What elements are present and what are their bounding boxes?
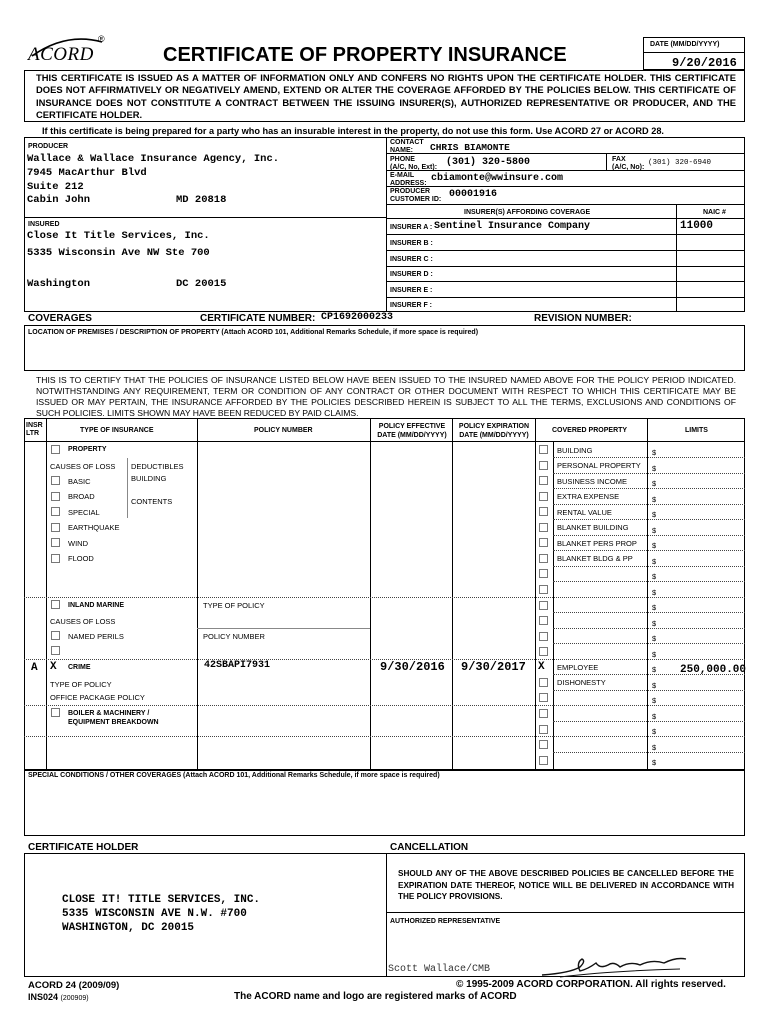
crime-checkbox-mark: X (50, 661, 57, 673)
insr-ltr-header: INSR LTR (26, 422, 43, 437)
form-title: CERTIFICATE OF PROPERTY INSURANCE (163, 44, 567, 66)
limit-dollar-17: $ (652, 696, 657, 705)
property-label: PROPERTY (68, 446, 107, 453)
contact-name: CHRIS BIAMONTE (430, 142, 510, 153)
limit-dollar-3: $ (652, 479, 657, 488)
footer-copyright: © 1995-2009 ACORD CORPORATION. All rights reserved. (456, 979, 726, 990)
insurable-interest-text: If this certificate is being prepared for a party who has an insurable interest in the property, do not use this form. Use ACORD 27 or ACORD 28. (42, 126, 664, 136)
certificate-holder-label: CERTIFICATE HOLDER (28, 842, 139, 853)
limits-header: LIMITS (685, 427, 708, 434)
naic-header: NAIC # (703, 209, 726, 216)
certificate-number: CP1692000233 (321, 312, 394, 323)
covered-property-header: COVERED PROPERTY (552, 427, 628, 434)
signature-image (540, 955, 690, 979)
deductible-building-label: BUILDING (131, 474, 167, 483)
holder-line1: CLOSE IT! TITLE SERVICES, INC. (62, 894, 261, 906)
location-label: LOCATION OF PREMISES / DESCRIPTION OF PROPERTY (Attach ACORD 101, Additional Remarks Schedule, if more space is required) (28, 329, 479, 336)
insurer-e-label: INSURER E : (390, 287, 433, 294)
crime-policy-number: 42SBAPI7931 (204, 660, 271, 671)
covered-building: BUILDING (557, 446, 593, 455)
limit-dollar-4: $ (652, 495, 657, 504)
inland-marine-label: INLAND MARINE (68, 602, 124, 609)
covered-blanket-bldg-pp: BLANKET BLDG & PP (557, 554, 633, 563)
flood-label: FLOOD (68, 554, 94, 563)
limit-dollar-1: $ (652, 448, 657, 457)
insurers-header: INSURER(S) AFFORDING COVERAGE (464, 209, 591, 216)
acord-logo (26, 36, 106, 64)
limit-dollar-12: $ (652, 619, 657, 628)
broad-label: BROAD (68, 492, 95, 501)
inland-type-of-policy-label: TYPE OF POLICY (203, 601, 265, 610)
special-label: SPECIAL (68, 508, 100, 517)
phone-value: (301) 320-5800 (446, 157, 531, 168)
crime-limit: 250,000.00 (680, 664, 747, 676)
covered-blanket-building: BLANKET BUILDING (557, 523, 629, 532)
insurer-f-label: INSURER F : (390, 302, 432, 309)
fax-value: (301) 320-6940 (648, 159, 712, 167)
producer-address2: Suite 212 (27, 181, 84, 193)
contact-name-label: CONTACT NAME: (390, 139, 424, 154)
deductibles-label: DEDUCTIBLES (131, 462, 184, 471)
cancellation-label: CANCELLATION (390, 842, 469, 853)
notice-text: THIS CERTIFICATE IS ISSUED AS A MATTER OF INFORMATION ONLY AND CONFERS NO RIGHTS UPON THE CERTIFICATE HOLDER. THIS CERTIFICATE DOES NOT AFFIRMATIVELY OR NEGATIVELY AMEND, EXTEND OR ALTER THE COVERAGE AFFORDED BY THE POLICIES BELOW. THIS CERTIFICATE OF INSURANCE DOES NOT CONSTITUTE A CONTRACT BETWEEN THE ISSUING INSURER(S), AUTHORIZED REPRESENTATIVE OR PRODUCER, AND THE CERTIFICATE HOLDER. (36, 72, 736, 121)
certificate-number-label: CERTIFICATE NUMBER: (200, 313, 316, 324)
limit-dollar-20: $ (652, 743, 657, 752)
holder-line2: 5335 WISCONSIN AVE N.W. #700 (62, 908, 247, 920)
producer-address1: 7945 MacArthur Blvd (27, 167, 147, 179)
authorized-rep-name: Scott Wallace/CMB (388, 964, 491, 975)
office-package-policy-label: OFFICE PACKAGE POLICY (50, 693, 145, 702)
basic-label: BASIC (68, 477, 91, 486)
footer-trademark: The ACORD name and logo are registered marks of ACORD (234, 991, 517, 1002)
crime-label: CRIME (68, 664, 91, 671)
covered-rental-value: RENTAL VALUE (557, 508, 612, 517)
limit-dollar-15: $ (652, 665, 657, 674)
limit-dollar-21: $ (652, 758, 657, 767)
limit-dollar-5: $ (652, 510, 657, 519)
footer-ins-code: INS024 (200909) (28, 992, 89, 1002)
certify-text: THIS IS TO CERTIFY THAT THE POLICIES OF INSURANCE LISTED BELOW HAVE BEEN ISSUED TO THE INSURED NAMED ABOVE FOR THE POLICY PERIOD INDICATED. NOTWITHSTANDING ANY REQUIREMENT, TERM OR CONDITION OF ANY CONTRACT OR OTHER DOCUMENT WITH RESPECT TO WHICH THIS CERTIFICATE MAY BE ISSUED OR MAY PERTAIN, THE INSURANCE AFFORDED BY THE POLICIES DESCRIBED HEREIN IS SUBJECT TO ALL THE TERMS, EXCLUSIONS AND CONDITIONS OF SUCH POLICIES. LIMITS SHOWN MAY HAVE BEEN REDUCED BY PAID CLAIMS. (36, 375, 736, 418)
insured-state-zip: DC 20015 (176, 278, 227, 290)
insured-name: Close It Title Services, Inc. (27, 230, 210, 242)
producer-state-zip: MD 20818 (176, 194, 227, 206)
crime-insurer-letter: A (31, 662, 38, 674)
limit-dollar-13: $ (652, 634, 657, 643)
boiler-machinery-label: BOILER & MACHINERY / EQUIPMENT BREAKDOWN (68, 710, 159, 726)
phone-label: PHONE (A/C, No, Ext): (390, 156, 438, 171)
insurer-a-naic: 11000 (680, 220, 714, 232)
limit-dollar-11: $ (652, 603, 657, 612)
fax-label: FAX (A/C, No): (612, 156, 645, 171)
crime-employee-label: EMPLOYEE (557, 663, 599, 672)
limit-dollar-16: $ (652, 681, 657, 690)
insured-address: 5335 Wisconsin Ave NW Ste 700 (27, 247, 210, 259)
insurer-c-label: INSURER C : (390, 256, 433, 263)
limit-dollar-19: $ (652, 727, 657, 736)
customer-id-label: PRODUCER CUSTOMER ID: (390, 188, 442, 203)
crime-dishonesty-label: DISHONESTY (557, 678, 606, 687)
producer-name: Wallace & Wallace Insurance Agency, Inc. (27, 153, 280, 165)
covered-business-income: BUSINESS INCOME (557, 477, 628, 486)
covered-personal-property: PERSONAL PROPERTY (557, 461, 641, 470)
revision-number-label: REVISION NUMBER: (534, 313, 632, 324)
crime-expiration-date: 9/30/2017 (461, 660, 526, 674)
expiration-date-header: POLICY EXPIRATION DATE (MM/DD/YYYY) (458, 423, 530, 439)
acord-logo-text: ACORD (28, 44, 94, 65)
producer-label: PRODUCER (28, 143, 69, 150)
earthquake-label: EARTHQUAKE (68, 523, 120, 532)
date-value: 9/20/2016 (672, 56, 737, 70)
limit-dollar-2: $ (652, 464, 657, 473)
crime-type-of-policy-label: TYPE OF POLICY (50, 680, 112, 689)
covered-extra-expense: EXTRA EXPENSE (557, 492, 620, 501)
limit-dollar-10: $ (652, 588, 657, 597)
type-of-insurance-header: TYPE OF INSURANCE (80, 427, 154, 434)
crime-covered-mark: X (538, 661, 545, 673)
causes-of-loss-label: CAUSES OF LOSS (50, 462, 116, 471)
insurer-b-label: INSURER B : (390, 240, 433, 247)
limit-dollar-14: $ (652, 650, 657, 659)
contents-label: CONTENTS (131, 497, 173, 506)
email-value: cbiamonte@wwinsure.com (431, 173, 564, 184)
inland-policy-number-label: POLICY NUMBER (203, 632, 265, 641)
acord-logo-registered: ® (98, 34, 105, 44)
insurer-a-label: INSURER A : (390, 224, 433, 231)
email-label: E-MAIL ADDRESS: (390, 172, 427, 187)
coverages-label: COVERAGES (28, 313, 92, 324)
crime-effective-date: 9/30/2016 (380, 660, 445, 674)
producer-city: Cabin John (27, 194, 91, 206)
limit-dollar-8: $ (652, 557, 657, 566)
limit-dollar-18: $ (652, 712, 657, 721)
policy-number-header: POLICY NUMBER (254, 427, 313, 434)
holder-line3: WASHINGTON, DC 20015 (62, 922, 195, 934)
insurer-a-name: Sentinel Insurance Company (434, 221, 591, 232)
insured-label: INSURED (28, 221, 60, 228)
limit-dollar-6: $ (652, 526, 657, 535)
authorized-rep-label: AUTHORIZED REPRESENTATIVE (390, 918, 501, 925)
special-conditions-box (24, 770, 745, 836)
insurer-d-label: INSURER D : (390, 271, 433, 278)
limit-dollar-7: $ (652, 541, 657, 550)
cancellation-text: SHOULD ANY OF THE ABOVE DESCRIBED POLICIES BE CANCELLED BEFORE THE EXPIRATION DATE THEREOF, NOTICE WILL BE DELIVERED IN ACCORDANCE WITH THE POLICY PROVISIONS. (398, 869, 734, 901)
insured-city: Washington (27, 278, 91, 290)
wind-label: WIND (68, 539, 88, 548)
limit-dollar-9: $ (652, 572, 657, 581)
date-label: DATE (MM/DD/YYYY) (650, 41, 720, 48)
special-conditions-label: SPECIAL CONDITIONS / OTHER COVERAGES (Attach ACORD 101, Additional Remarks Schedule, if more space is required) (28, 772, 440, 779)
effective-date-header: POLICY EFFECTIVE DATE (MM/DD/YYYY) (377, 423, 447, 439)
footer-form-id: ACORD 24 (2009/09) (28, 980, 120, 991)
covered-blanket-pers-prop: BLANKET PERS PROP (557, 539, 637, 548)
named-perils-label: NAMED PERILS (68, 632, 124, 641)
inland-causes-of-loss-label: CAUSES OF LOSS (50, 617, 116, 626)
customer-id-value: 00001916 (449, 189, 498, 200)
